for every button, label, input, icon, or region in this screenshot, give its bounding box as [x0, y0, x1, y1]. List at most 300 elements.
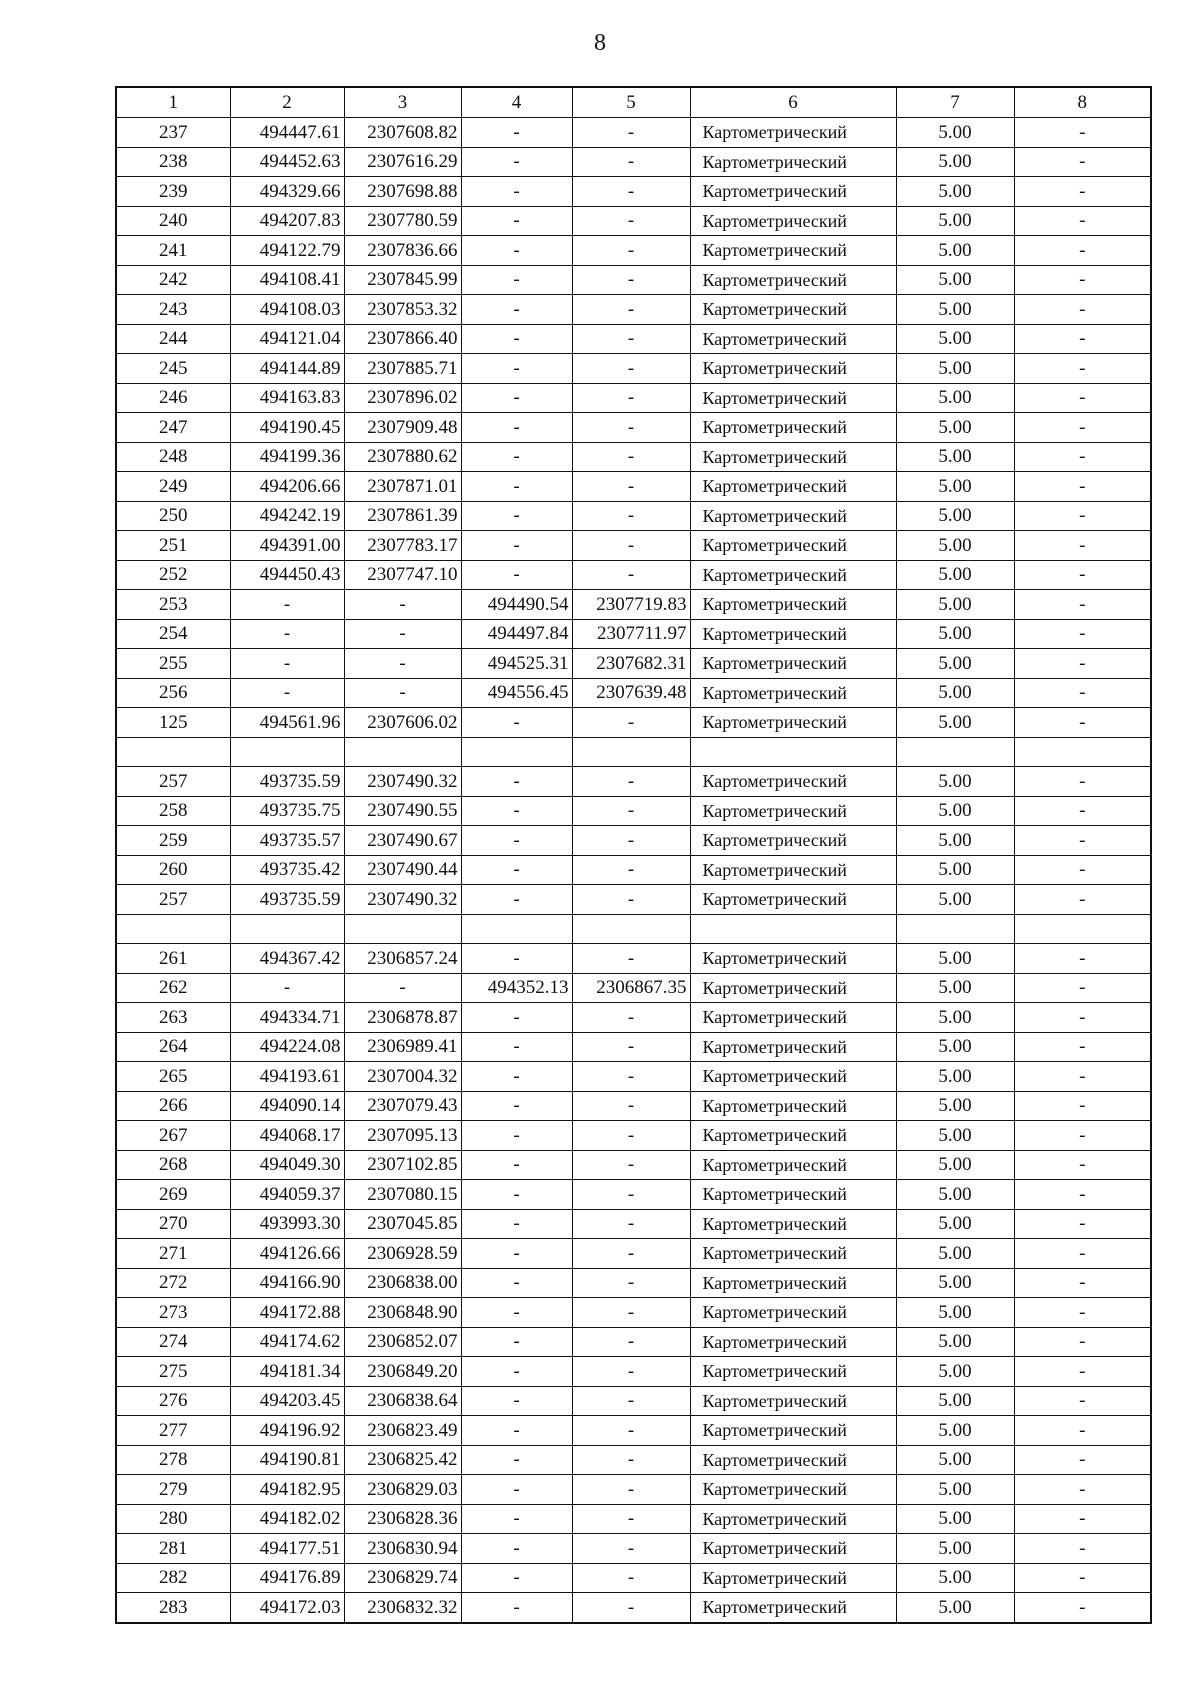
- x-coordinate-cell: -: [230, 973, 344, 1003]
- y-coordinate-new-cell: -: [572, 1121, 690, 1151]
- x-coordinate-new-cell: -: [461, 413, 572, 443]
- x-coordinate-new-cell: -: [461, 531, 572, 561]
- point-number-cell: 257: [116, 767, 230, 797]
- precision-cell: 5.00: [896, 560, 1014, 590]
- y-coordinate-cell: 2307871.01: [344, 472, 461, 502]
- description-cell: -: [1014, 177, 1151, 207]
- method-cell: Картометрический: [690, 324, 896, 354]
- method-cell: Картометрический: [690, 1032, 896, 1062]
- x-coordinate-new-cell: 494497.84: [461, 619, 572, 649]
- y-coordinate-new-cell: -: [572, 206, 690, 236]
- point-number-cell: 277: [116, 1416, 230, 1446]
- table-row: [116, 1475, 1151, 1505]
- precision-cell: 5.00: [896, 118, 1014, 148]
- description-cell: -: [1014, 442, 1151, 472]
- table-row: [116, 324, 1151, 354]
- x-coordinate-cell: 494224.08: [230, 1032, 344, 1062]
- y-coordinate-new-cell: -: [572, 324, 690, 354]
- y-coordinate-cell: 2307836.66: [344, 236, 461, 266]
- description-cell: -: [1014, 855, 1151, 885]
- x-coordinate-new-cell: -: [461, 1357, 572, 1387]
- method-cell: Картометрический: [690, 1593, 896, 1623]
- table-row: [116, 1386, 1151, 1416]
- y-coordinate-new-cell: -: [572, 442, 690, 472]
- y-coordinate-new-cell: -: [572, 1593, 690, 1623]
- point-number-cell: 283: [116, 1593, 230, 1623]
- precision-cell: 5.00: [896, 590, 1014, 620]
- y-coordinate-new-cell: -: [572, 1180, 690, 1210]
- point-number-cell: 263: [116, 1003, 230, 1033]
- y-coordinate-new-cell: -: [572, 472, 690, 502]
- y-coordinate-new-cell: -: [572, 1445, 690, 1475]
- x-coordinate-new-cell: -: [461, 1209, 572, 1239]
- table-row: [116, 1327, 1151, 1357]
- method-cell: Картометрический: [690, 1180, 896, 1210]
- y-coordinate-cell: 2306878.87: [344, 1003, 461, 1033]
- method-cell: Картометрический: [690, 1209, 896, 1239]
- y-coordinate-new-cell: -: [572, 944, 690, 974]
- x-coordinate-cell: -: [230, 590, 344, 620]
- precision-cell: 5.00: [896, 855, 1014, 885]
- method-cell: Картометрический: [690, 973, 896, 1003]
- table-separator-row: [116, 737, 1151, 767]
- y-coordinate-cell: 2306838.00: [344, 1268, 461, 1298]
- y-coordinate-new-cell: -: [572, 1357, 690, 1387]
- description-cell: -: [1014, 1121, 1151, 1151]
- y-coordinate-new-cell: -: [572, 118, 690, 148]
- precision-cell: 5.00: [896, 973, 1014, 1003]
- x-coordinate-cell: 494172.88: [230, 1298, 344, 1328]
- point-number-cell: 125: [116, 708, 230, 738]
- table-row: [116, 206, 1151, 236]
- y-coordinate-new-cell: -: [572, 1062, 690, 1092]
- x-coordinate-cell: 494190.81: [230, 1445, 344, 1475]
- point-number-cell: 243: [116, 295, 230, 325]
- x-coordinate-new-cell: -: [461, 885, 572, 915]
- x-coordinate-cell: 494126.66: [230, 1239, 344, 1269]
- x-coordinate-new-cell: -: [461, 1268, 572, 1298]
- method-cell: Картометрический: [690, 1298, 896, 1328]
- y-coordinate-cell: 2307698.88: [344, 177, 461, 207]
- precision-cell: 5.00: [896, 383, 1014, 413]
- description-cell: -: [1014, 383, 1151, 413]
- x-coordinate-cell: 494334.71: [230, 1003, 344, 1033]
- x-coordinate-cell: 494049.30: [230, 1150, 344, 1180]
- description-cell: -: [1014, 1416, 1151, 1446]
- table-row: [116, 1180, 1151, 1210]
- y-coordinate-new-cell: -: [572, 177, 690, 207]
- description-cell: -: [1014, 1032, 1151, 1062]
- description-cell: -: [1014, 295, 1151, 325]
- method-cell: Картометрический: [690, 383, 896, 413]
- y-coordinate-new-cell: -: [572, 1268, 690, 1298]
- x-coordinate-new-cell: -: [461, 177, 572, 207]
- point-number-cell: 278: [116, 1445, 230, 1475]
- precision-cell: 5.00: [896, 1475, 1014, 1505]
- y-coordinate-cell: -: [344, 678, 461, 708]
- description-cell: -: [1014, 1209, 1151, 1239]
- method-cell: Картометрический: [690, 1357, 896, 1387]
- description-cell: -: [1014, 1268, 1151, 1298]
- x-coordinate-cell: 493735.42: [230, 855, 344, 885]
- table-row: [116, 796, 1151, 826]
- y-coordinate-new-cell: -: [572, 1475, 690, 1505]
- x-coordinate-cell: 493735.75: [230, 796, 344, 826]
- y-coordinate-cell: 2307045.85: [344, 1209, 461, 1239]
- method-cell: Картометрический: [690, 501, 896, 531]
- table-row: [116, 472, 1151, 502]
- x-coordinate-cell: 494452.63: [230, 147, 344, 177]
- y-coordinate-cell: [344, 737, 461, 767]
- precision-cell: 5.00: [896, 885, 1014, 915]
- y-coordinate-cell: 2307608.82: [344, 118, 461, 148]
- method-cell: Картометрический: [690, 118, 896, 148]
- x-coordinate-cell: 494121.04: [230, 324, 344, 354]
- x-coordinate-new-cell: -: [461, 295, 572, 325]
- x-coordinate-cell: 494181.34: [230, 1357, 344, 1387]
- precision-cell: 5.00: [896, 324, 1014, 354]
- table-row: [116, 177, 1151, 207]
- description-cell: -: [1014, 1062, 1151, 1092]
- x-coordinate-new-cell: -: [461, 1504, 572, 1534]
- method-cell: Картометрический: [690, 708, 896, 738]
- y-coordinate-cell: 2307616.29: [344, 147, 461, 177]
- column-header-3: 3: [344, 87, 461, 118]
- x-coordinate-cell: 494166.90: [230, 1268, 344, 1298]
- x-coordinate-new-cell: -: [461, 501, 572, 531]
- method-cell: Картометрический: [690, 177, 896, 207]
- y-coordinate-cell: 2306849.20: [344, 1357, 461, 1387]
- point-number-cell: 239: [116, 177, 230, 207]
- y-coordinate-cell: 2307780.59: [344, 206, 461, 236]
- y-coordinate-cell: 2306838.64: [344, 1386, 461, 1416]
- y-coordinate-cell: 2306852.07: [344, 1327, 461, 1357]
- y-coordinate-new-cell: -: [572, 1239, 690, 1269]
- method-cell: Картометрический: [690, 472, 896, 502]
- description-cell: -: [1014, 1180, 1151, 1210]
- y-coordinate-new-cell: -: [572, 1003, 690, 1033]
- y-coordinate-new-cell: -: [572, 767, 690, 797]
- x-coordinate-cell: 494174.62: [230, 1327, 344, 1357]
- x-coordinate-cell: 494172.03: [230, 1593, 344, 1623]
- description-cell: [1014, 914, 1151, 944]
- method-cell: Картометрический: [690, 531, 896, 561]
- table-separator-row: [116, 914, 1151, 944]
- method-cell: Картометрический: [690, 236, 896, 266]
- method-cell: [690, 914, 896, 944]
- x-coordinate-cell: 494391.00: [230, 531, 344, 561]
- y-coordinate-new-cell: -: [572, 1327, 690, 1357]
- precision-cell: 5.00: [896, 1091, 1014, 1121]
- y-coordinate-cell: 2306830.94: [344, 1534, 461, 1564]
- precision-cell: 5.00: [896, 1298, 1014, 1328]
- description-cell: -: [1014, 1386, 1151, 1416]
- table-row: [116, 1534, 1151, 1564]
- x-coordinate-cell: -: [230, 649, 344, 679]
- description-cell: -: [1014, 560, 1151, 590]
- x-coordinate-new-cell: -: [461, 1327, 572, 1357]
- point-number-cell: 245: [116, 354, 230, 384]
- y-coordinate-cell: 2307490.44: [344, 855, 461, 885]
- x-coordinate-cell: 494193.61: [230, 1062, 344, 1092]
- precision-cell: 5.00: [896, 1445, 1014, 1475]
- x-coordinate-new-cell: -: [461, 472, 572, 502]
- method-cell: Картометрический: [690, 1150, 896, 1180]
- method-cell: Картометрический: [690, 295, 896, 325]
- description-cell: -: [1014, 413, 1151, 443]
- y-coordinate-new-cell: -: [572, 383, 690, 413]
- description-cell: -: [1014, 708, 1151, 738]
- x-coordinate-cell: [230, 914, 344, 944]
- precision-cell: 5.00: [896, 1327, 1014, 1357]
- table-row: [116, 1416, 1151, 1446]
- table-row: [116, 1298, 1151, 1328]
- x-coordinate-cell: 494068.17: [230, 1121, 344, 1151]
- precision-cell: 5.00: [896, 206, 1014, 236]
- precision-cell: 5.00: [896, 649, 1014, 679]
- description-cell: -: [1014, 1357, 1151, 1387]
- description-cell: -: [1014, 206, 1151, 236]
- description-cell: -: [1014, 1593, 1151, 1623]
- x-coordinate-cell: 494199.36: [230, 442, 344, 472]
- y-coordinate-cell: -: [344, 649, 461, 679]
- y-coordinate-cell: 2306828.36: [344, 1504, 461, 1534]
- table-header-row: [116, 87, 1151, 118]
- y-coordinate-cell: 2307880.62: [344, 442, 461, 472]
- y-coordinate-cell: 2306823.49: [344, 1416, 461, 1446]
- description-cell: -: [1014, 501, 1151, 531]
- point-number-cell: [116, 737, 230, 767]
- x-coordinate-new-cell: -: [461, 1003, 572, 1033]
- x-coordinate-new-cell: -: [461, 796, 572, 826]
- method-cell: Картометрический: [690, 206, 896, 236]
- x-coordinate-new-cell: -: [461, 1534, 572, 1564]
- point-number-cell: 270: [116, 1209, 230, 1239]
- point-number-cell: 268: [116, 1150, 230, 1180]
- precision-cell: 5.00: [896, 1032, 1014, 1062]
- coordinates-table: [115, 86, 1152, 1624]
- y-coordinate-cell: 2307004.32: [344, 1062, 461, 1092]
- point-number-cell: 249: [116, 472, 230, 502]
- point-number-cell: 254: [116, 619, 230, 649]
- table-row: [116, 1239, 1151, 1269]
- table-row: [116, 855, 1151, 885]
- column-header-7: 7: [896, 87, 1014, 118]
- column-header-1: 1: [116, 87, 230, 118]
- method-cell: Картометрический: [690, 560, 896, 590]
- y-coordinate-cell: 2307102.85: [344, 1150, 461, 1180]
- description-cell: -: [1014, 531, 1151, 561]
- point-number-cell: 272: [116, 1268, 230, 1298]
- y-coordinate-new-cell: -: [572, 147, 690, 177]
- description-cell: -: [1014, 1327, 1151, 1357]
- x-coordinate-new-cell: -: [461, 826, 572, 856]
- precision-cell: 5.00: [896, 1593, 1014, 1623]
- y-coordinate-new-cell: -: [572, 236, 690, 266]
- method-cell: Картометрический: [690, 442, 896, 472]
- point-number-cell: 250: [116, 501, 230, 531]
- table-row: [116, 1003, 1151, 1033]
- x-coordinate-new-cell: 494352.13: [461, 973, 572, 1003]
- description-cell: -: [1014, 472, 1151, 502]
- column-header-8: 8: [1014, 87, 1151, 118]
- precision-cell: 5.00: [896, 531, 1014, 561]
- method-cell: Картометрический: [690, 885, 896, 915]
- x-coordinate-cell: 494108.41: [230, 265, 344, 295]
- y-coordinate-new-cell: 2307639.48: [572, 678, 690, 708]
- x-coordinate-new-cell: -: [461, 442, 572, 472]
- x-coordinate-cell: [230, 737, 344, 767]
- point-number-cell: 242: [116, 265, 230, 295]
- point-number-cell: 247: [116, 413, 230, 443]
- description-cell: -: [1014, 147, 1151, 177]
- y-coordinate-new-cell: -: [572, 1504, 690, 1534]
- point-number-cell: 266: [116, 1091, 230, 1121]
- table-row: [116, 1357, 1151, 1387]
- y-coordinate-cell: 2307853.32: [344, 295, 461, 325]
- table-row: [116, 590, 1151, 620]
- table-row: [116, 885, 1151, 915]
- method-cell: Картометрический: [690, 1563, 896, 1593]
- point-number-cell: 244: [116, 324, 230, 354]
- y-coordinate-cell: 2307845.99: [344, 265, 461, 295]
- y-coordinate-new-cell: 2307719.83: [572, 590, 690, 620]
- y-coordinate-cell: 2307885.71: [344, 354, 461, 384]
- x-coordinate-cell: -: [230, 678, 344, 708]
- x-coordinate-new-cell: -: [461, 236, 572, 266]
- point-number-cell: 258: [116, 796, 230, 826]
- y-coordinate-new-cell: -: [572, 796, 690, 826]
- y-coordinate-cell: 2307909.48: [344, 413, 461, 443]
- method-cell: Картометрический: [690, 1003, 896, 1033]
- x-coordinate-new-cell: -: [461, 265, 572, 295]
- description-cell: -: [1014, 1563, 1151, 1593]
- x-coordinate-new-cell: -: [461, 944, 572, 974]
- x-coordinate-new-cell: -: [461, 1062, 572, 1092]
- x-coordinate-new-cell: -: [461, 1150, 572, 1180]
- method-cell: Картометрический: [690, 265, 896, 295]
- table-row: [116, 442, 1151, 472]
- y-coordinate-new-cell: 2306867.35: [572, 973, 690, 1003]
- x-coordinate-cell: -: [230, 619, 344, 649]
- method-cell: Картометрический: [690, 796, 896, 826]
- method-cell: Картометрический: [690, 1062, 896, 1092]
- method-cell: Картометрический: [690, 678, 896, 708]
- point-number-cell: 269: [116, 1180, 230, 1210]
- x-coordinate-cell: 494367.42: [230, 944, 344, 974]
- x-coordinate-cell: 494176.89: [230, 1563, 344, 1593]
- x-coordinate-cell: 494207.83: [230, 206, 344, 236]
- precision-cell: 5.00: [896, 708, 1014, 738]
- x-coordinate-new-cell: -: [461, 560, 572, 590]
- x-coordinate-new-cell: -: [461, 1180, 572, 1210]
- x-coordinate-new-cell: -: [461, 1239, 572, 1269]
- x-coordinate-new-cell: -: [461, 1563, 572, 1593]
- description-cell: -: [1014, 1003, 1151, 1033]
- table-row: [116, 619, 1151, 649]
- point-number-cell: 274: [116, 1327, 230, 1357]
- description-cell: -: [1014, 1475, 1151, 1505]
- x-coordinate-new-cell: -: [461, 1032, 572, 1062]
- y-coordinate-new-cell: -: [572, 1563, 690, 1593]
- y-coordinate-new-cell: -: [572, 708, 690, 738]
- precision-cell: 5.00: [896, 501, 1014, 531]
- x-coordinate-new-cell: -: [461, 118, 572, 148]
- table-row: [116, 501, 1151, 531]
- x-coordinate-cell: 493735.59: [230, 885, 344, 915]
- table-row: [116, 649, 1151, 679]
- y-coordinate-cell: 2307490.32: [344, 767, 461, 797]
- y-coordinate-cell: 2307490.55: [344, 796, 461, 826]
- precision-cell: 5.00: [896, 767, 1014, 797]
- precision-cell: 5.00: [896, 1121, 1014, 1151]
- method-cell: Картометрический: [690, 1121, 896, 1151]
- y-coordinate-cell: 2306848.90: [344, 1298, 461, 1328]
- y-coordinate-cell: 2307490.32: [344, 885, 461, 915]
- precision-cell: 5.00: [896, 295, 1014, 325]
- precision-cell: 5.00: [896, 1150, 1014, 1180]
- point-number-cell: 257: [116, 885, 230, 915]
- precision-cell: 5.00: [896, 1357, 1014, 1387]
- y-coordinate-new-cell: -: [572, 885, 690, 915]
- x-coordinate-cell: 494242.19: [230, 501, 344, 531]
- x-coordinate-cell: 493993.30: [230, 1209, 344, 1239]
- point-number-cell: 240: [116, 206, 230, 236]
- precision-cell: 5.00: [896, 1563, 1014, 1593]
- x-coordinate-new-cell: -: [461, 147, 572, 177]
- y-coordinate-new-cell: [572, 737, 690, 767]
- description-cell: -: [1014, 796, 1151, 826]
- point-number-cell: 246: [116, 383, 230, 413]
- y-coordinate-new-cell: -: [572, 1032, 690, 1062]
- y-coordinate-cell: 2306832.32: [344, 1593, 461, 1623]
- x-coordinate-cell: 494447.61: [230, 118, 344, 148]
- description-cell: [1014, 737, 1151, 767]
- point-number-cell: 271: [116, 1239, 230, 1269]
- precision-cell: 5.00: [896, 1416, 1014, 1446]
- y-coordinate-new-cell: -: [572, 413, 690, 443]
- method-cell: Картометрический: [690, 767, 896, 797]
- method-cell: Картометрический: [690, 826, 896, 856]
- description-cell: -: [1014, 885, 1151, 915]
- column-header-6: 6: [690, 87, 896, 118]
- x-coordinate-cell: 494144.89: [230, 354, 344, 384]
- method-cell: Картометрический: [690, 649, 896, 679]
- description-cell: -: [1014, 649, 1151, 679]
- point-number-cell: 261: [116, 944, 230, 974]
- y-coordinate-cell: [344, 914, 461, 944]
- x-coordinate-cell: 494450.43: [230, 560, 344, 590]
- x-coordinate-cell: 494163.83: [230, 383, 344, 413]
- x-coordinate-cell: 494203.45: [230, 1386, 344, 1416]
- x-coordinate-new-cell: -: [461, 1121, 572, 1151]
- y-coordinate-cell: -: [344, 973, 461, 1003]
- x-coordinate-cell: 494206.66: [230, 472, 344, 502]
- table-row: [116, 531, 1151, 561]
- precision-cell: 5.00: [896, 1386, 1014, 1416]
- point-number-cell: 259: [116, 826, 230, 856]
- precision-cell: 5.00: [896, 1062, 1014, 1092]
- method-cell: Картометрический: [690, 590, 896, 620]
- precision-cell: 5.00: [896, 236, 1014, 266]
- x-coordinate-new-cell: 494525.31: [461, 649, 572, 679]
- precision-cell: 5.00: [896, 678, 1014, 708]
- column-header-5: 5: [572, 87, 690, 118]
- method-cell: Картометрический: [690, 354, 896, 384]
- precision-cell: 5.00: [896, 1268, 1014, 1298]
- point-number-cell: 248: [116, 442, 230, 472]
- point-number-cell: 265: [116, 1062, 230, 1092]
